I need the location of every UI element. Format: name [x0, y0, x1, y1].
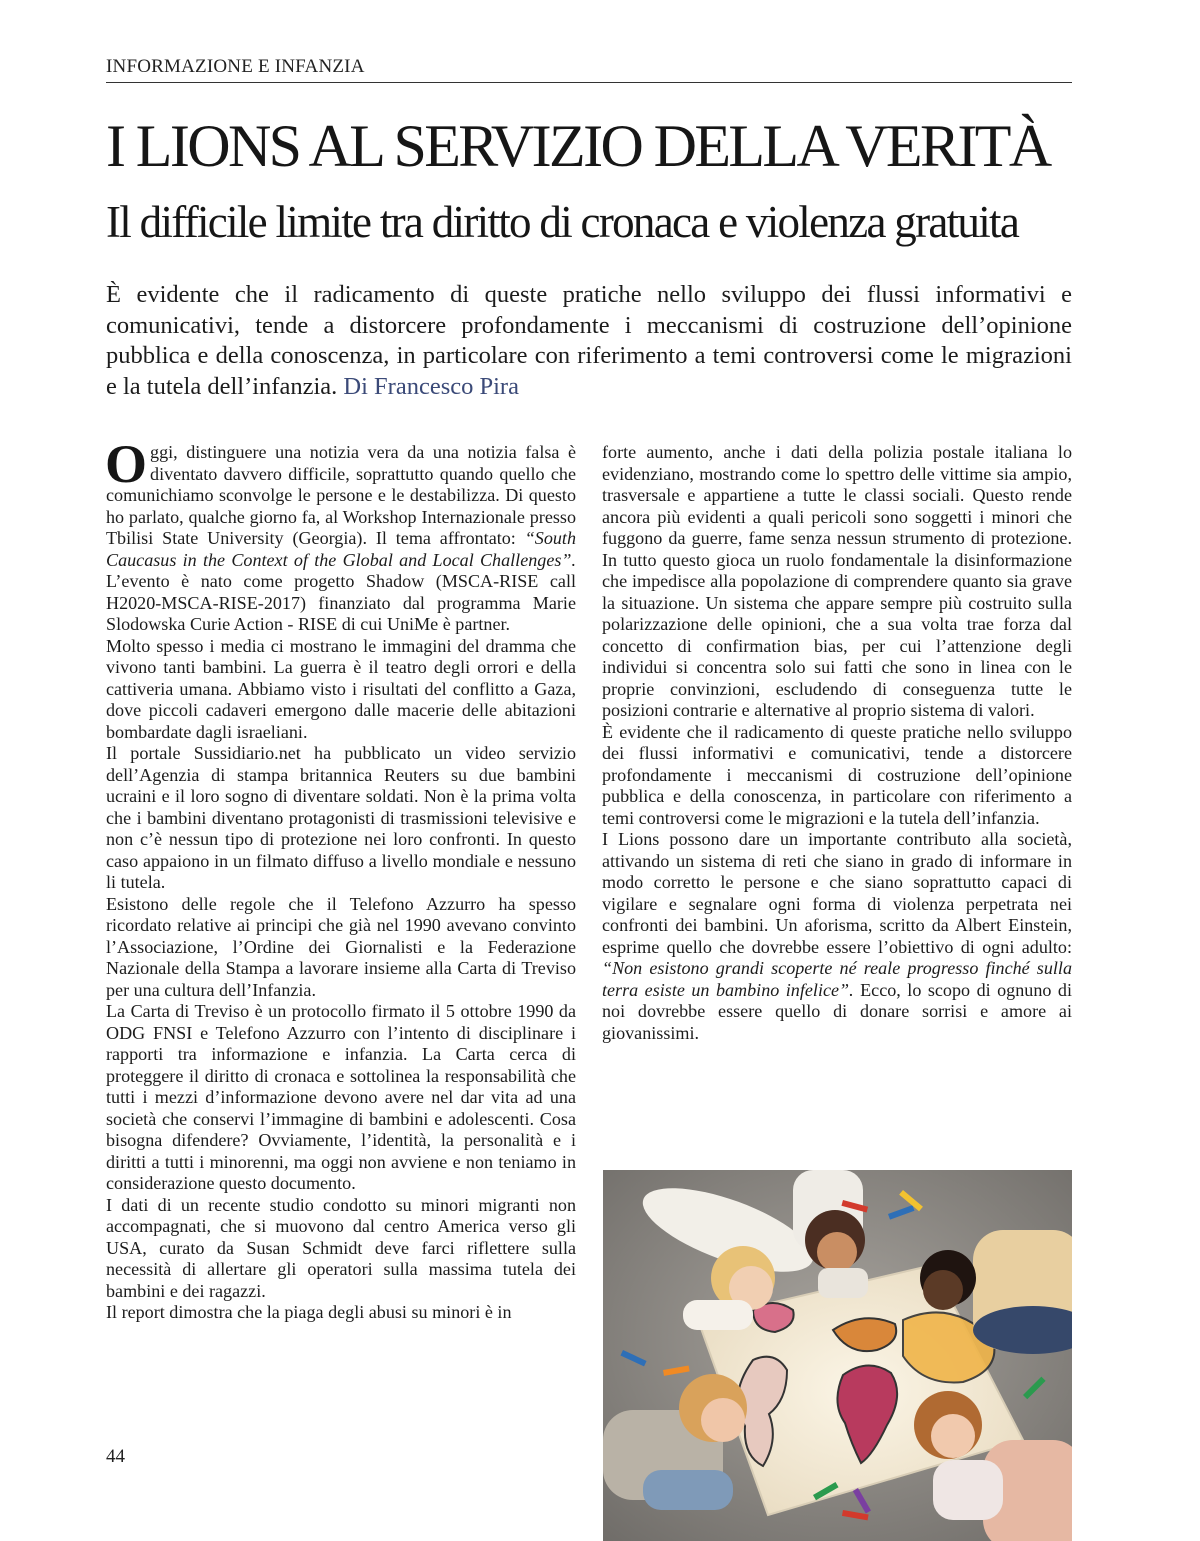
children-drawing-photo [603, 1170, 1072, 1541]
lead-text: È evidente che il radicamento di queste pratiche nello sviluppo dei flussi informativi e comunicativi, tende a distorcere profondamente i meccanismi di costruzione dell’opinione pubblica e della conoscenza, in particolare con riferimento a temi controversi come le migrazioni e la tutela dell’infanzia. [106, 281, 1072, 400]
article-title: I LIONS AL SERVIZIO DELLA VERITÀ [106, 113, 1050, 179]
paragraph-7-start: Il report dimostra che la piaga degli abusi su minori è in [106, 1302, 512, 1322]
paragraph-9-text-b: Ecco, lo scopo di ognuno di noi dovrebbe essere quello di donare sorrisi e amore ai giovanissimi. [602, 979, 1072, 1043]
column-right [602, 442, 1072, 1044]
paragraph-9-text-a: I Lions possono dare un importante contributo alla società, attivando un sistema di reti che siano in grado di informare in modo corretto le persone e che siano soprattutto capaci di vigilare e segnalare ogni forma di violenza perpetrata nei confronti dei bambini. Un aforisma, scritto da Albert Einstein, esprime quello che dovrebbe essere l’obiettivo di ogni adulto: [602, 829, 1072, 957]
page-number: 44 [106, 1446, 125, 1467]
article-lead [106, 280, 1072, 402]
paragraph-2: Molto spesso i media ci mostrano le immagini del dramma che vivono tanti bambini. La guerra è il teatro degli orrori e della cattiveria umana. Abbiamo visto i risultati del conflitto a Gaza, dove piccoli cadaveri emergono dalle macerie delle abitazioni bombardate dagli israeliani. [106, 635, 576, 742]
paragraph-1-text-a: ggi, distinguere una notizia vera da una notizia falsa è diventato davvero difficile, soprattutto quando quello che comunichiamo sconvolge le persone e le destabilizza. Di questo ho parlato, qualche giorno fa, al Workshop Internazionale presso Tbilisi State University (Georgia). Il tema affrontato: [106, 442, 576, 548]
column-left [105, 434, 576, 1324]
paragraph-9-quote: “Non esistono grandi scoperte né reale progresso finché sulla terra esiste un bambino infelice”. [602, 958, 1072, 1000]
article-subtitle: Il difficile limite tra diritto di cronaca e violenza gratuita [106, 197, 1019, 247]
paragraph-6: I dati di un recente studio condotto su minori migranti non accompagnati, che si muovono dal centro America verso gli USA, curato da Susan Schmidt deve farci riflettere sulla necessità di allertare gli operatori sulla massima tutela dei bambini e dei ragazzi. [106, 1194, 576, 1301]
section-label: INFORMAZIONE E INFANZIA [106, 56, 365, 77]
header-rule [106, 82, 1072, 83]
paragraph-1-quote: “South Caucasus in the Context of the Global and Local Challenges”. [106, 528, 576, 570]
drop-cap: O [105, 434, 148, 494]
paragraph-3: Il portale Sussidiario.net ha pubblicato un video servizio dell’Agenzia di stampa britannica Reuters su due bambini ucraini e il loro sogno di diventare soldati. Non è la prima volta che i bambini diventano protagonisti di trasmissioni televisive e non c’è nessun tipo di protezione nei loro confronti. In questo caso appaiono in un filmato diffuso a livello mondiale e nessuno li tutela. [106, 743, 576, 892]
byline: Di Francesco Pira [343, 372, 519, 400]
paragraph-7-end: forte aumento, anche i dati della polizia postale italiana lo evidenziano, mostrando come lo spettro delle vittime sia ampio, trasversale e appartiene a tutte le classi sociali. Questo rende ancora più evidenti a quali pericoli sono soggetti i minori che fuggono da guerre, fame senza nessun strumento di protezione. In tutto questo gioca un ruolo fondamentale la disinformazione che impedisce alla popolazione di comprendere quanto sia grave la situazione. Un sistema che appare sempre più costruito sulla polarizzazione delle opinioni, che a sua volta trae forza dal concetto di confirmation bias, per cui l’attenzione degli individui si concentra solo sui fatti che sono in linea con le proprie convinzioni, escludendo di conseguenza tutte le posizioni contrarie e alternative al proprio sistema di valori. [602, 442, 1072, 720]
paragraph-1-text-b: L’evento è nato come progetto Shadow (MSCA-RISE call H2020-MSCA-RISE-2017) finanziato dal programma Marie Slodowska Curie Action - RISE di cui UniMe è partner. [106, 571, 576, 634]
paragraph-9 [602, 829, 1072, 1044]
paragraph-5: La Carta di Treviso è un protocollo firmato il 5 ottobre 1990 da ODG FNSI e Telefono Azzurro con l’intento di disciplinare i rapporti tra informazione e infanzia. La Carta cerca di proteggere il diritto di cronaca e sottolinea la responsabilità che tutti i mezzi d’informazione devono avere nel dar vita ad una società che conservi l’immagine di bambini e adolescenti. Cosa bisogna difendere? Ovviamente, l’identità, la personalità e i diritti a tutti i minorenni, ma oggi non avviene e non teniamo in considerazione questo documento. [106, 1001, 576, 1193]
paragraph-1 [105, 434, 576, 636]
paragraph-8: È evidente che il radicamento di queste pratiche nello sviluppo dei flussi informativi e comunicativi, tende a distorcere profondamente i meccanismi di costruzione dell’opinione pubblica e della conoscenza, in particolare con riferimento a temi controversi come le migrazioni e la tutela dell’infanzia. [602, 721, 1072, 828]
paragraph-4: Esistono delle regole che il Telefono Azzurro ha spesso ricordato relative ai principi che già nel 1990 avevano convinto l’Associazione, l’Ordine dei Giornalisti e la Federazione Nazionale della Stampa a lavorare insieme alla Carta di Treviso per una cultura dell’Infanzia. [106, 893, 576, 1000]
